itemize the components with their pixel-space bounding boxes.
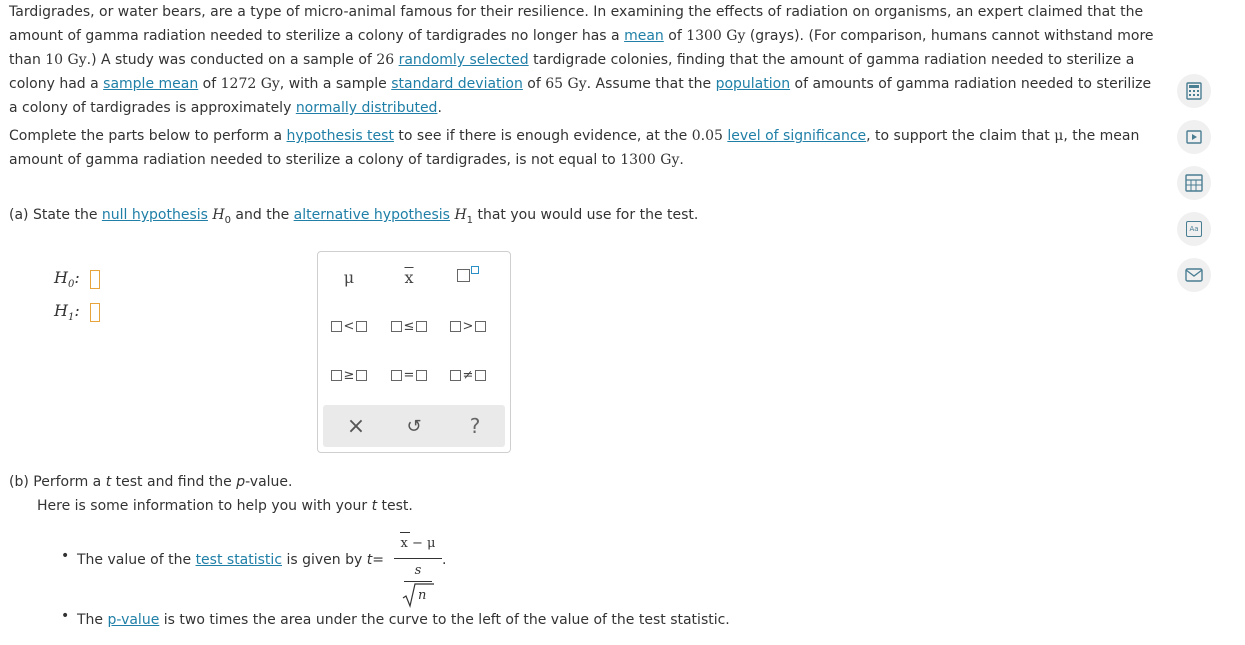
formula-sqrt: n [402,582,434,608]
part-b-help: Here is some information to help you with your t test. [37,498,413,514]
data-icon [1185,174,1203,192]
link-p-value[interactable]: p-value [107,612,160,628]
mail-button[interactable] [1177,258,1211,292]
formula-numerator: x − μ [394,536,442,551]
greater-than-button[interactable]: > [442,312,494,340]
value-mu0: 1300 Gy [686,28,746,44]
less-equal-button[interactable]: ≤ [383,312,435,340]
link-null-hypothesis[interactable]: null hypothesis [101,207,208,223]
h0-input[interactable] [90,270,100,289]
value-alpha: 0.05 [691,128,723,144]
clear-icon: × [346,413,366,439]
link-test-statistic[interactable]: test statistic [195,552,283,568]
link-standard-deviation[interactable]: standard deviation [391,76,523,92]
formula-main-bar [394,558,442,559]
symbol-mu: μ [1054,128,1064,144]
test-statistic-formula: x − μ s n . [394,530,446,610]
part-b-prompt: (b) Perform a t test and find the p-value. [9,474,293,490]
link-hypothesis-test[interactable]: hypothesis test [286,128,394,144]
h1-label: $H_1$: [54,301,80,324]
equal-button[interactable]: = [383,361,435,389]
not-equal-button[interactable]: ≠ [442,361,494,389]
value-xbar: 1272 Gy [220,76,280,92]
video-button[interactable] [1177,120,1211,154]
test-statistic-info: The value of the test statistic is given by t= [77,552,384,568]
undo-icon: ↺ [406,415,422,437]
less-than-button[interactable]: < [323,312,375,340]
link-level-of-significance[interactable]: level of significance [727,128,867,144]
value-n: 26 [376,52,395,68]
palette-footer [323,405,505,447]
calculator-icon [1186,82,1202,100]
data-button[interactable] [1177,166,1211,200]
link-population[interactable]: population [715,76,791,92]
h0-label: $H_0$: [54,268,80,291]
bullet-1: • [61,548,70,564]
xbar-button[interactable]: $\overline{x}$ [404,267,414,287]
link-normally-distributed[interactable]: normally distributed [295,100,438,116]
mu-button[interactable]: μ [343,267,355,287]
bullet-2: • [61,608,70,624]
link-sample-mean[interactable]: sample mean [103,76,199,92]
help-icon: ? [469,414,481,438]
undo-button[interactable] [394,411,434,441]
glossary-button[interactable] [1177,212,1211,246]
h0-row [54,268,100,290]
glossary-icon: Aa [1186,221,1202,237]
part-a-prompt: (a) State the null hypothesis $H_0$ and the alternative hypothesis $H_1$ that you would use for the test. [9,207,699,226]
instructions: Complete the parts below to perform a hypothesis test to see if there is enough evidence, at the 0.05 level of significance, to support the claim that μ, the mean amount of gamma radiation needed to sterilize a colony of tardigrades, is not equal to 1300 Gy. [9,128,1140,168]
h1-input[interactable] [90,303,100,322]
problem-intro: Tardigrades, or water bears, are a type of micro-animal famous for their resilience. In examining the effects of radiation on organisms, an expert claimed that the amount of gamma radiation needed to sterilize a colony of tardigrades no longer has a mean of 1300 Gy (grays). (For comparison, humans cannot withstand more than 10 Gy.) A study was conducted on a sample of 26 randomly selected tardigrade colonies, finding that the amount of gamma radiation needed to sterilize a colony had a sample mean of 1272 Gy, with a sample standard deviation of 65 Gy. Assume that the population of amounts of gamma radiation needed to sterilize a colony of tardigrades is approximately normally distributed. [9,4,1154,116]
value-human: 10 Gy [45,52,87,68]
help-button[interactable] [455,411,495,441]
formula-denominator-s: s [414,563,422,578]
clear-button[interactable] [336,411,376,441]
value-s: 65 Gy [545,76,587,92]
superscript-button[interactable] [442,261,494,289]
math-palette [317,251,511,453]
calculator-button[interactable] [1177,74,1211,108]
value-claim: 1300 Gy [620,152,680,168]
mail-icon [1185,268,1203,282]
h1-row [54,301,100,323]
video-icon [1186,130,1202,144]
greater-equal-button[interactable]: ≥ [323,361,375,389]
link-mean[interactable]: mean [624,28,664,44]
link-randomly-selected[interactable]: randomly selected [398,52,529,68]
p-value-info: The p-value is two times the area under the curve to the left of the value of the test statistic. [77,612,730,628]
link-alternative-hypothesis[interactable]: alternative hypothesis [293,207,450,223]
